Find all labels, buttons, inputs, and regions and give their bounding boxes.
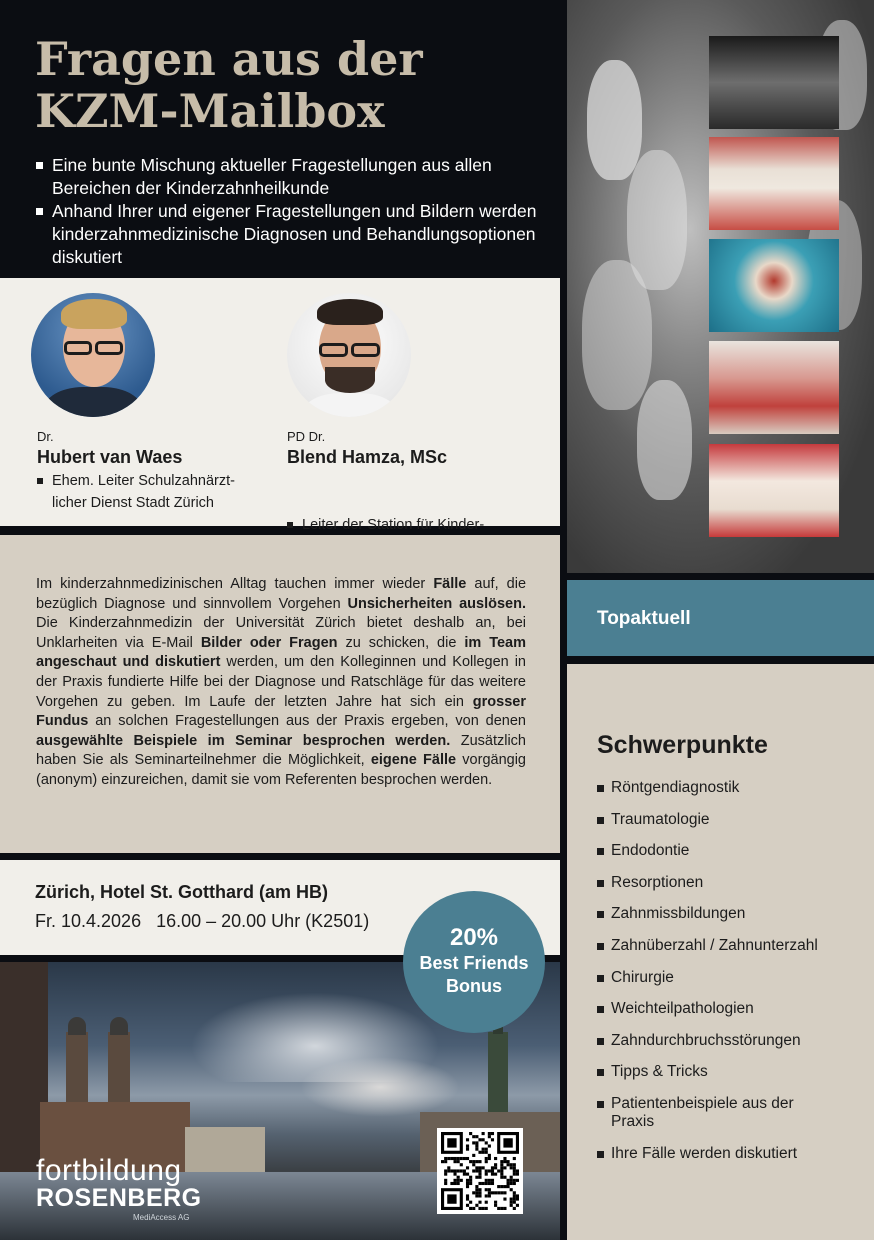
description-text: Im kinderzahnmedizinischen Alltag tauchen immer wieder Fälle auf, die bezüglich Diagnose und sinnvollem Vorgehen Unsicherheiten auslösen. Die Kinderzahnmedizin der Universität Zürich bietet deshalb an, bei Unklarheiten via E-Mail Bilder oder Fragen zu schicken, die im Team angeschaut und diskutiert werden, um den Kolleginnen und Kollegen in der Praxis fundierte Hilfe bei der Diagnose und Ratschläge für das weitere Vorgehen zu geben. Im Laufe der letzten Jahre hat sich ein grosser Fundus an solchen Fragestellungen aus der Praxis ergeben, von denen ausgewählte Beispiele im Seminar besprochen werden. Zusätzlich haben Sie als Seminarteilnehmer die Möglichkeit, eigene Fälle vorgängig (anonym) einzureichen, damit sie vom Referenten besprochen werden.	[36, 576, 527, 788]
bonus-percent: 20%	[449, 924, 499, 951]
speaker-name: Blend Hamza, MSc	[287, 447, 448, 467]
clinical-photo-gum	[709, 341, 839, 434]
focus-item: Traumatologie	[597, 811, 867, 829]
focus-item: Röntgendiagnostik	[597, 779, 867, 797]
speaker-title: Dr.	[37, 429, 54, 444]
focus-item: Chirurgie	[597, 969, 867, 987]
bonus-line-1: Best Friends	[419, 953, 529, 973]
page-title	[35, 33, 535, 137]
speakers-panel	[0, 278, 560, 533]
focus-panel	[567, 664, 874, 1240]
bonus-line-2: Bonus	[446, 976, 502, 996]
speaker-description: Leiter der Station für Kinder-	[287, 514, 537, 558]
topaktuell-label: Topaktuell	[597, 608, 691, 629]
title-line-2: KZM-Mailbox	[35, 84, 385, 138]
intro-bullets	[35, 154, 545, 269]
focus-item: Zahndurchbruchsstörungen	[597, 1032, 867, 1050]
topaktuell-banner	[567, 580, 874, 656]
focus-title: Schwerpunkte	[597, 731, 768, 759]
xray-image-panel	[567, 0, 874, 573]
focus-item: Zahnmissbildungen	[597, 905, 867, 923]
clinical-photo-teeth	[709, 137, 839, 230]
logo-mediaccess: MediAccess AG	[133, 1213, 190, 1222]
clinical-photo-fracture	[709, 444, 839, 537]
focus-list	[597, 779, 867, 1176]
focus-item: Resorptionen	[597, 874, 867, 892]
speaker-photo-hamza	[287, 293, 411, 417]
focus-item: Weichteilpathologien	[597, 1000, 867, 1018]
description-panel	[0, 535, 560, 853]
focus-item: Tipps & Tricks	[597, 1063, 867, 1081]
bonus-badge	[403, 891, 545, 1033]
clinical-photo-endodontics	[709, 239, 839, 332]
logo-fortbildung: fortbildung	[36, 1154, 182, 1187]
intro-bullet: Anhand Ihrer und eigener Fragestellungen und Bildern werden kinderzahnmedizinische Diagnosen und Behandlungsoptionen diskutiert	[35, 200, 545, 269]
speaker-description: Ehem. Leiter Schulzahnärzt- licher Dienst Stadt Zürich	[37, 470, 287, 514]
focus-item: Patientenbeispiele aus der Praxis	[597, 1095, 797, 1131]
intro-bullet: Eine bunte Mischung aktueller Fragestellungen aus allen Bereichen der Kinderzahnheilkunde	[35, 154, 545, 200]
speaker-photo-van-waes	[31, 293, 155, 417]
clinical-photo-xray	[709, 36, 839, 129]
title-line-1: Fragen aus der	[35, 32, 423, 86]
focus-item: Endodontie	[597, 842, 867, 860]
qr-code-graphic	[441, 1132, 519, 1210]
speaker-title: PD Dr.	[287, 429, 326, 444]
event-venue: Zürich, Hotel St. Gotthard (am HB)	[35, 882, 329, 902]
speaker-name: Hubert van Waes	[37, 447, 183, 467]
focus-item: Ihre Fälle werden diskutiert	[597, 1145, 867, 1163]
event-date: Fr. 10.4.2026 16.00 – 20.00 Uhr (K2501)	[35, 911, 370, 931]
qr-code[interactable]	[437, 1128, 523, 1214]
logo-rosenberg: ROSENBERG	[36, 1184, 202, 1212]
focus-item: Zahnüberzahl / Zahnunterzahl	[597, 937, 867, 955]
